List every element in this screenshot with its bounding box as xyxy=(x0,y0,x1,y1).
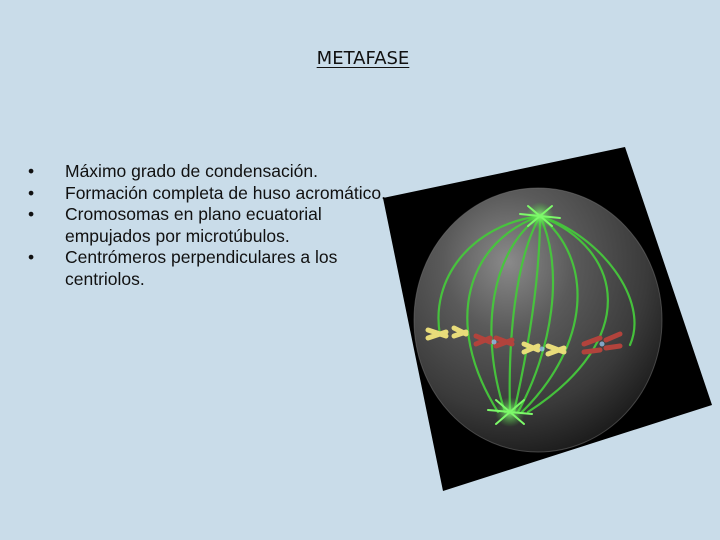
bullet-item xyxy=(28,161,388,183)
bullet-dot: • xyxy=(28,247,35,267)
bullet-dot: • xyxy=(28,204,35,224)
metaphase-cell-image xyxy=(382,147,712,492)
bullet-list xyxy=(28,161,388,290)
bullet-dot: • xyxy=(28,161,35,181)
bullet-text: Cromosomas en plano ecuatorial empujados por microtúbulos. xyxy=(65,204,322,246)
bullet-text: Máximo grado de condensación. xyxy=(65,161,318,181)
bullet-text: Centrómeros perpendiculares a los centriolos. xyxy=(65,247,338,289)
bullet-text: Formación completa de huso acromático. xyxy=(65,182,386,203)
bullet-dot: • xyxy=(28,182,35,203)
bullet-item xyxy=(28,247,388,290)
bullet-item xyxy=(28,183,388,205)
slide-title: METAFASE xyxy=(316,48,410,69)
bullet-item xyxy=(28,204,388,247)
